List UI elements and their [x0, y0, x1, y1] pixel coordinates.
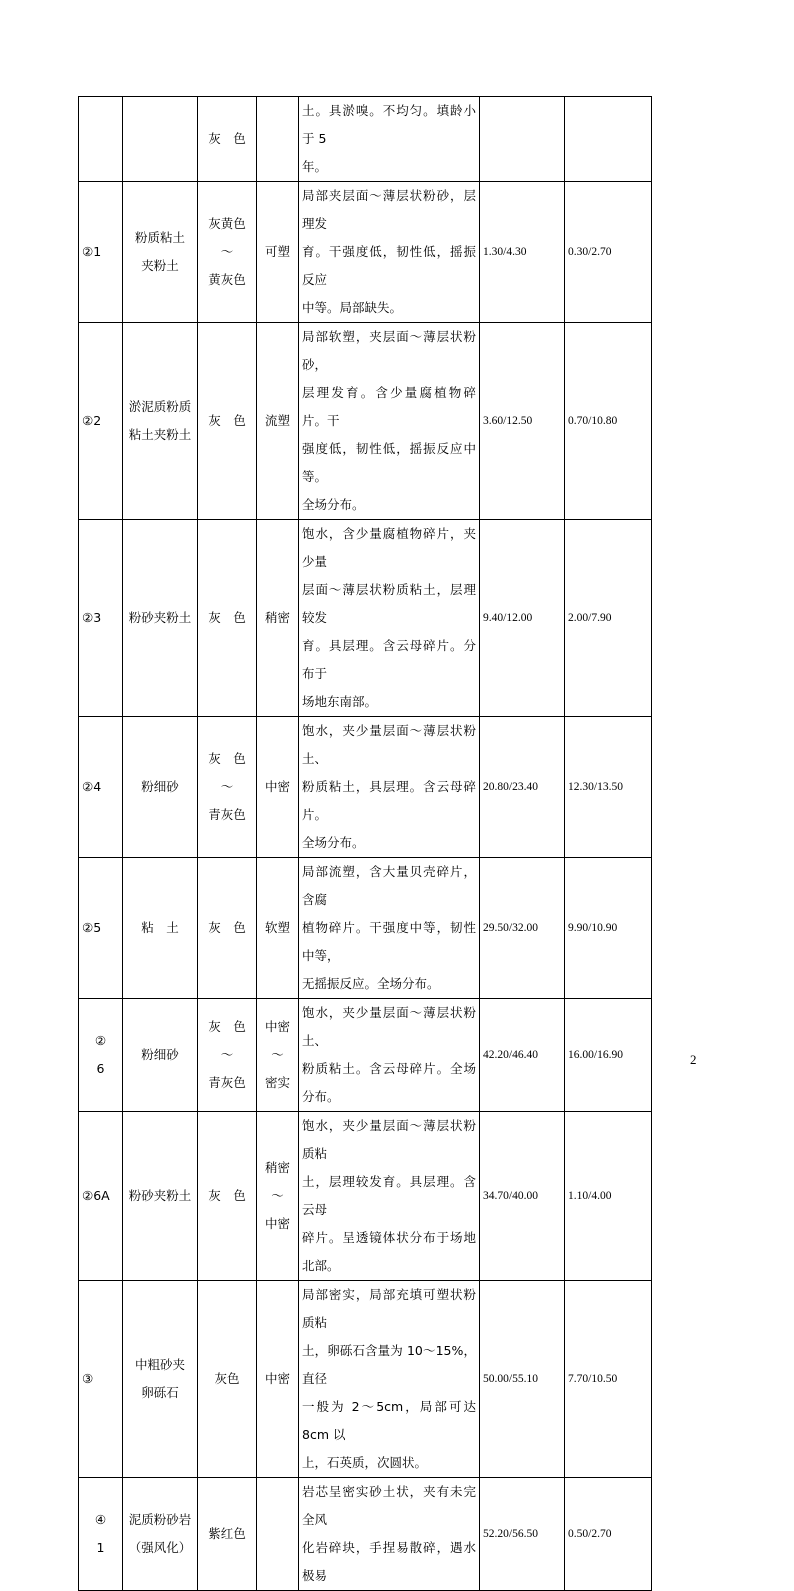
cell-line: 无摇振反应。全场分布。	[302, 976, 440, 991]
cell-line: 灰 色	[208, 751, 246, 766]
elevation-range-cell: 3.60/12.50	[480, 323, 565, 520]
description-cell	[299, 182, 480, 323]
cell-line: 强度低，韧性低，摇振反应中等。	[302, 441, 476, 484]
state-cell: 中密	[257, 1281, 299, 1478]
cell-line: 灰 色	[208, 1019, 246, 1034]
layer-number-cell	[79, 999, 123, 1112]
cell-line: 中粗砂夹	[134, 1357, 185, 1372]
layer-number-cell	[79, 97, 123, 182]
cell-line: 青灰色	[208, 807, 246, 822]
description-cell	[299, 520, 480, 717]
state-cell	[257, 1112, 299, 1281]
thickness-range-cell: 0.70/10.80	[565, 323, 652, 520]
layer-number-cell: ③	[79, 1281, 123, 1478]
cell-line: 粉质粘土	[134, 230, 185, 245]
color-cell: 灰 色	[198, 858, 257, 999]
cell-line: 年。	[302, 159, 328, 174]
layer-number-cell: ②6A	[79, 1112, 123, 1281]
table-body	[79, 97, 652, 1591]
color-cell: 紫红色	[198, 1478, 257, 1591]
elevation-range-cell	[480, 97, 565, 182]
state-cell: 中密	[257, 717, 299, 858]
thickness-range-cell: 16.00/16.90	[565, 999, 652, 1112]
layer-number-cell: ②4	[79, 717, 123, 858]
state-cell: 可塑	[257, 182, 299, 323]
cell-line: 饱水，夹少量层面～薄层状粉质粘	[302, 1118, 476, 1161]
thickness-range-cell: 12.30/13.50	[565, 717, 652, 858]
cell-line: ～	[271, 1047, 284, 1062]
table-row	[79, 520, 652, 717]
thickness-range-cell	[565, 97, 652, 182]
thickness-range-cell: 0.50/2.70	[565, 1478, 652, 1591]
color-cell: 灰 色	[198, 1112, 257, 1281]
cell-line: 上，石英质，次圆状。	[302, 1455, 428, 1470]
description-cell	[299, 1281, 480, 1478]
cell-line: 局部流塑，含大量贝壳碎片，含腐	[302, 864, 476, 907]
layer-number-cell	[79, 1478, 123, 1591]
cell-line: 饱水，夹少量层面～薄层状粉土、	[302, 1005, 476, 1048]
elevation-range-cell: 34.70/40.00	[480, 1112, 565, 1281]
soil-name-cell	[123, 1281, 198, 1478]
layer-number-cell: ②3	[79, 520, 123, 717]
table-row	[79, 858, 652, 999]
cell-line: 密实	[264, 1075, 290, 1090]
layer-number-cell: ②2	[79, 323, 123, 520]
cell-line: 中等。局部缺失。	[302, 300, 403, 315]
cell-line: 全场分布。	[302, 497, 365, 512]
cell-line: 育。具层理。含云母碎片。分布于	[302, 638, 476, 681]
table-row	[79, 182, 652, 323]
color-cell	[198, 999, 257, 1112]
cell-line: ～	[271, 1188, 284, 1203]
cell-line: 局部密实，局部充填可塑状粉质粘	[302, 1287, 476, 1330]
elevation-range-cell: 42.20/46.40	[480, 999, 565, 1112]
elevation-range-cell: 29.50/32.00	[480, 858, 565, 999]
cell-line: 植物碎片。干强度中等，韧性中等，	[302, 920, 476, 963]
soil-name-cell: 粉砂夹粉土	[123, 1112, 198, 1281]
thickness-range-cell: 0.30/2.70	[565, 182, 652, 323]
cell-line: 粉质粘土，具层理。含云母碎片。	[302, 779, 476, 822]
cell-line: 土，卵砾石含量为 10～15%，直径	[302, 1343, 476, 1386]
soil-name-cell: 粉砂夹粉土	[123, 520, 198, 717]
soil-layer-table	[78, 96, 652, 1591]
table-row	[79, 1478, 652, 1591]
color-cell: 灰 色	[198, 97, 257, 182]
layer-number-cell: ②5	[79, 858, 123, 999]
thickness-range-cell: 9.90/10.90	[565, 858, 652, 999]
soil-name-cell	[123, 1478, 198, 1591]
state-cell: 稍密	[257, 520, 299, 717]
soil-name-cell	[123, 182, 198, 323]
cell-line: 局部夹层面～薄层状粉砂，层理发	[302, 188, 476, 231]
description-cell	[299, 999, 480, 1112]
color-cell	[198, 717, 257, 858]
cell-line: 粘土夹粉土	[128, 427, 192, 442]
table-row	[79, 323, 652, 520]
soil-name-cell: 粘 土	[123, 858, 198, 999]
table-row	[79, 717, 652, 858]
cell-line: ～	[220, 1047, 234, 1062]
cell-line: 一般为 2～5cm，局部可达 8cm 以	[302, 1399, 476, 1442]
cell-line: 土。具淤嗅。不均匀。填龄小于 5	[302, 103, 476, 146]
cell-line: 场地东南部。	[302, 694, 378, 709]
cell-line: 饱水，夹少量层面～薄层状粉土、	[302, 723, 476, 766]
cell-line: 灰黄色	[208, 216, 246, 231]
soil-name-cell: 粉细砂	[123, 999, 198, 1112]
elevation-range-cell: 9.40/12.00	[480, 520, 565, 717]
table-row	[79, 1112, 652, 1281]
state-cell: 流塑	[257, 323, 299, 520]
cell-line: 层理发育。含少量腐植物碎片。干	[302, 385, 476, 428]
state-cell: 软塑	[257, 858, 299, 999]
cell-line: 中密	[264, 1216, 290, 1231]
color-cell: 灰 色	[198, 323, 257, 520]
cell-line: ～	[220, 244, 234, 259]
cell-line: 岩芯呈密实砂土状，夹有未完全风	[302, 1484, 476, 1527]
cell-line: 青灰色	[208, 1075, 246, 1090]
description-cell	[299, 858, 480, 999]
thickness-range-cell: 2.00/7.90	[565, 520, 652, 717]
table-row	[79, 97, 652, 182]
state-cell	[257, 999, 299, 1112]
cell-line: ～	[220, 779, 234, 794]
elevation-range-cell: 52.20/56.50	[480, 1478, 565, 1591]
cell-line: 土，层理较发育。具层理。含云母	[302, 1174, 476, 1217]
soil-name-cell	[123, 97, 198, 182]
cell-line: ②	[94, 1033, 107, 1048]
cell-line: 1	[96, 1540, 105, 1555]
cell-line: 化岩碎块，手捏易散碎，遇水极易	[302, 1540, 476, 1583]
color-cell: 灰色	[198, 1281, 257, 1478]
cell-line: 碎片。呈透镜体状分布于场地北部。	[302, 1230, 476, 1273]
state-cell	[257, 1478, 299, 1591]
cell-line: （强风化）	[128, 1540, 192, 1555]
elevation-range-cell: 1.30/4.30	[480, 182, 565, 323]
cell-line: 黄灰色	[208, 272, 246, 287]
soil-name-cell: 粉细砂	[123, 717, 198, 858]
cell-line: 卵砾石	[141, 1385, 179, 1400]
cell-line: ④	[94, 1512, 107, 1527]
description-cell	[299, 1112, 480, 1281]
cell-line: 粉质粘土。含云母碎片。全场分布。	[302, 1061, 476, 1104]
color-cell	[198, 182, 257, 323]
cell-line: 全场分布。	[302, 835, 365, 850]
thickness-range-cell: 7.70/10.50	[565, 1281, 652, 1478]
soil-name-cell	[123, 323, 198, 520]
description-cell	[299, 717, 480, 858]
table-row	[79, 1281, 652, 1478]
cell-line: 夹粉土	[141, 258, 179, 273]
state-cell	[257, 97, 299, 182]
cell-line: 6	[96, 1061, 105, 1076]
thickness-range-cell: 1.10/4.00	[565, 1112, 652, 1281]
cell-line: 局部软塑，夹层面～薄层状粉砂，	[302, 329, 476, 372]
cell-line: 层面～薄层状粉质粘土，层理较发	[302, 582, 476, 625]
cell-line: 育。干强度低，韧性低，摇振反应	[302, 244, 476, 287]
cell-line: 饱水，含少量腐植物碎片，夹少量	[302, 526, 476, 569]
description-cell	[299, 1478, 480, 1591]
elevation-range-cell: 20.80/23.40	[480, 717, 565, 858]
cell-line: 泥质粉砂岩	[128, 1512, 192, 1527]
description-cell	[299, 323, 480, 520]
cell-line: 中密	[264, 1019, 290, 1034]
layer-number-cell: ②1	[79, 182, 123, 323]
table-row	[79, 999, 652, 1112]
elevation-range-cell: 50.00/55.10	[480, 1281, 565, 1478]
description-cell	[299, 97, 480, 182]
cell-line: 稍密	[264, 1160, 290, 1175]
color-cell: 灰 色	[198, 520, 257, 717]
cell-line: 淤泥质粉质	[128, 399, 192, 414]
page-number: 2	[690, 1052, 697, 1067]
